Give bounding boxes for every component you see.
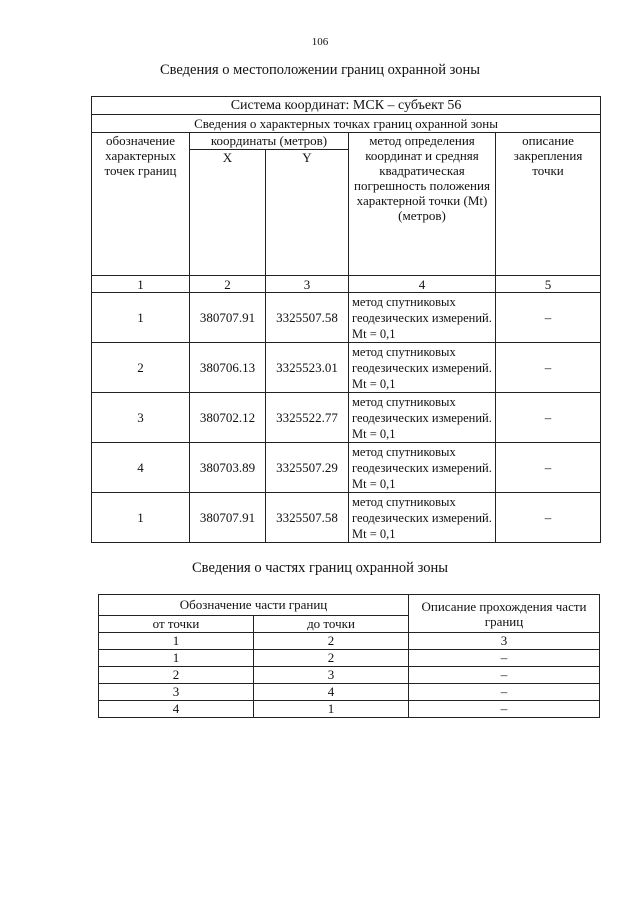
point-cell: 2 [92, 343, 190, 393]
from-cell: 4 [99, 701, 254, 718]
to-cell: 3 [254, 667, 409, 684]
header-coords: координаты (метров) [190, 133, 349, 150]
boundary-parts-table [98, 594, 600, 718]
from-cell: 3 [99, 684, 254, 701]
parts-header-designation: Обозначение части границ [99, 595, 409, 616]
col-number: 3 [266, 276, 349, 293]
desc-cell: – [496, 393, 601, 443]
header-designation: обозначение характерных точек границ [92, 133, 190, 276]
desc-cell: – [496, 493, 601, 543]
method-cell: метод спутниковых геодезических измерений. Mt = 0,1 [349, 493, 496, 543]
to-cell: 1 [254, 701, 409, 718]
desc-cell: – [409, 684, 600, 701]
to-cell: 2 [254, 650, 409, 667]
y-cell: 3325522.77 [266, 393, 349, 443]
from-cell: 1 [99, 650, 254, 667]
table-row [92, 343, 601, 393]
header-y: Y [266, 150, 349, 276]
points-info-cell: Сведения о характерных точках границ охранной зоны [92, 115, 601, 133]
table-row [99, 650, 600, 667]
desc-cell: – [496, 343, 601, 393]
x-cell: 380703.89 [190, 443, 266, 493]
table-row [99, 633, 600, 650]
table-row [92, 493, 601, 543]
header-description: описание закрепления точки [496, 133, 601, 276]
point-cell: 3 [92, 393, 190, 443]
from-cell: 2 [99, 667, 254, 684]
page-title: Сведения о местоположении границ охранной зоны [159, 62, 480, 78]
y-cell: 3325507.29 [266, 443, 349, 493]
table-row [99, 701, 600, 718]
page-number: 106 [311, 36, 329, 48]
desc-cell: – [409, 667, 600, 684]
table-row [92, 293, 601, 343]
boundary-points-table [91, 96, 601, 543]
coord-system-cell: Система координат: МСК – субъект 56 [92, 97, 601, 115]
method-cell: метод спутниковых геодезических измерений. Mt = 0,1 [349, 393, 496, 443]
method-cell: метод спутниковых геодезических измерений. Mt = 0,1 [349, 293, 496, 343]
point-cell: 1 [92, 293, 190, 343]
desc-cell: – [409, 701, 600, 718]
table-row [99, 667, 600, 684]
y-cell: 3325507.58 [266, 293, 349, 343]
x-cell: 380702.12 [190, 393, 266, 443]
desc-cell: – [496, 443, 601, 493]
to-cell: 4 [254, 684, 409, 701]
y-cell: 3325507.58 [266, 493, 349, 543]
parts-title: Сведения о частях границ охранной зоны [192, 560, 448, 576]
point-cell: 1 [92, 493, 190, 543]
col-number: 5 [496, 276, 601, 293]
parts-header-from: от точки [99, 616, 254, 633]
parts-header-description: Описание прохождения части границ [409, 595, 600, 633]
x-cell: 380707.91 [190, 293, 266, 343]
col-number: 2 [190, 276, 266, 293]
x-cell: 380706.13 [190, 343, 266, 393]
parts-header-to: до точки [254, 616, 409, 633]
y-cell: 3325523.01 [266, 343, 349, 393]
x-cell: 380707.91 [190, 493, 266, 543]
desc-cell: – [409, 650, 600, 667]
col-number: 4 [349, 276, 496, 293]
header-method: метод определения координат и средняя квадратическая погрешность положения характерной точки (Mt) (метров) [349, 133, 496, 276]
col-number: 3 [409, 633, 600, 650]
point-cell: 4 [92, 443, 190, 493]
method-cell: метод спутниковых геодезических измерений. Mt = 0,1 [349, 343, 496, 393]
table-row [99, 684, 600, 701]
col-number: 1 [99, 633, 254, 650]
header-x: X [190, 150, 266, 276]
table-row [92, 443, 601, 493]
col-number: 1 [92, 276, 190, 293]
col-number: 2 [254, 633, 409, 650]
table-row [92, 393, 601, 443]
method-cell: метод спутниковых геодезических измерений. Mt = 0,1 [349, 443, 496, 493]
desc-cell: – [496, 293, 601, 343]
